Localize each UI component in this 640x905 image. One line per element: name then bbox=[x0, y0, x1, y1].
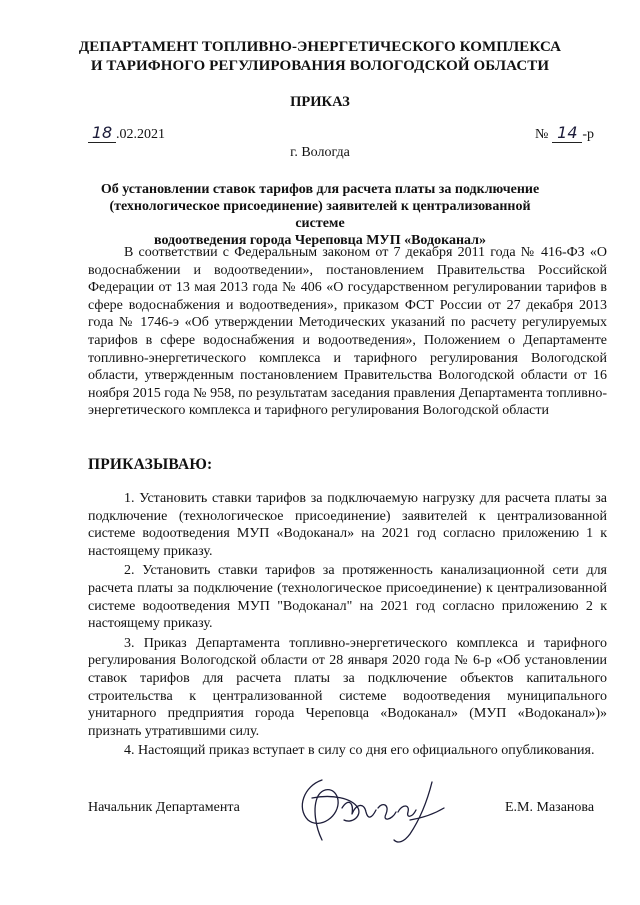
city: г. Вологда bbox=[290, 145, 350, 160]
subject-line-3: водоотведения города Череповца МУП «Водоканал» bbox=[153, 233, 487, 248]
department-line-2: И ТАРИФНОГО РЕГУЛИРОВАНИЯ ВОЛОГОДСКОЙ ОБЛАСТИ bbox=[90, 58, 550, 74]
document-number bbox=[535, 123, 594, 143]
date-handwritten: 18 bbox=[88, 123, 116, 143]
handwritten-signature bbox=[282, 768, 462, 848]
department-line-1: ДЕПАРТАМЕНТ ТОПЛИВНО-ЭНЕРГЕТИЧЕСКОГО КОМПЛЕКСА bbox=[78, 39, 562, 55]
document-subject bbox=[86, 181, 554, 249]
number-prefix: № bbox=[534, 127, 549, 142]
subject-line-2: (технологическое присоединение) заявителей к централизованной системе bbox=[109, 199, 531, 231]
department-header bbox=[60, 38, 580, 76]
document-date bbox=[88, 123, 165, 143]
order-item: 3. Приказ Департамента топливно-энергетического комплекса и тарифного регулирования Вологодской области от 28 января 2020 года № 6-р «Об установлении ставок тарифов для расчета платы за подключение объектов капитального строительства к централизованной системе водоотведения муниципального унитарного предприятия города Череповца «Водоканал» (МУП «Водоканал»)» признать утратившими силу. bbox=[88, 635, 607, 739]
order-item: 4. Настоящий приказ вступает в силу со дня его официального опубликования. bbox=[124, 743, 595, 759]
date-printed: .02.2021 bbox=[116, 127, 165, 142]
order-word: ПРИКАЗЫВАЮ: bbox=[88, 456, 213, 473]
signer-name: Е.М. Мазанова bbox=[505, 800, 595, 815]
order-item: 1. Установить ставки тарифов за подключаемую нагрузку для расчета платы за подключение (технологическое присоединение) заявителей к централизованной системе водоотведения МУП «Водоканал» на 2021 год согласно приложению 1 к настоящему приказу. bbox=[88, 491, 607, 559]
order-item: 2. Установить ставки тарифов за протяженность канализационной сети для расчета платы за подключение (технологическое присоединение) к централизованной системе водоотведения МУП "Водоканал" на 2021 год согласно приложению 2 к настоящему приказу. bbox=[88, 563, 607, 632]
signer-role: Начальник Департамента bbox=[88, 800, 240, 815]
order-items bbox=[88, 490, 607, 762]
number-suffix: -р bbox=[582, 127, 594, 142]
number-handwritten: 14 bbox=[552, 123, 582, 143]
document-type: ПРИКАЗ bbox=[290, 94, 350, 110]
subject-line-1: Об установлении ставок тарифов для расчета платы за подключение bbox=[100, 182, 540, 197]
preamble-paragraph: В соответствии с Федеральным законом от 7 декабря 2011 года № 416-ФЗ «О водоснабжении и водоотведении», постановлением Правительства Российской Федерации от 13 мая 2013 года № 406 «О государственном регулировании тарифов в сфере водоснабжения и водоотведения», приказом ФСТ России от 27 декабря 2013 года № 1746-э «Об утверждении Методических указаний по расчету регулируемых тарифов в сфере водоснабжения и водоотведения», Положением о Департаменте топливно-энергетического комплекса и тарифного регулирования Вологодской области, утвержденным постановлением Правительства Вологодской области от 16 ноября 2015 года № 958, по результатам заседания правления Департамента топливно-энергетического комплекса и тарифного регулирования Вологодской области bbox=[88, 245, 607, 419]
